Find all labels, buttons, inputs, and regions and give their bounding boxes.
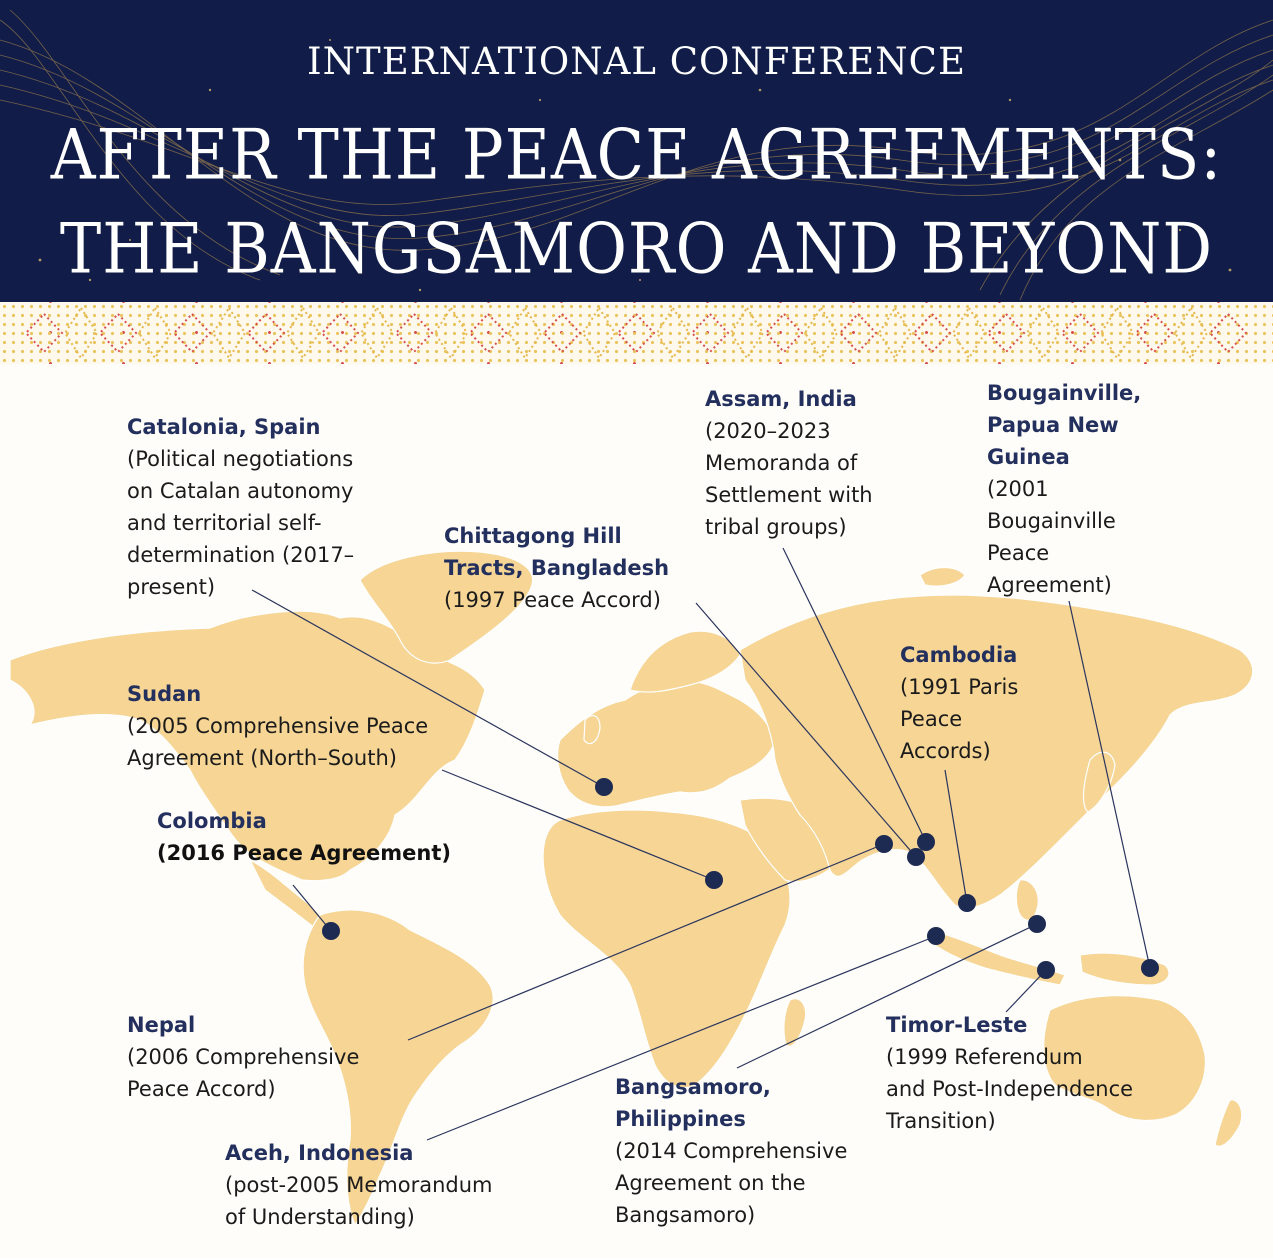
place-name: Sudan xyxy=(127,682,202,706)
label-colombia xyxy=(157,805,477,869)
marker-chittagong xyxy=(907,848,925,866)
place-name: Nepal xyxy=(127,1013,196,1037)
connector-sudan xyxy=(442,770,714,880)
place-name: Aceh, Indonesia xyxy=(225,1141,414,1165)
conference-kicker: INTERNATIONAL CONFERENCE xyxy=(307,40,966,83)
label-chittagong xyxy=(444,520,714,616)
label-timor xyxy=(886,1009,1196,1137)
marker-bangsamoro xyxy=(1028,915,1046,933)
marker-aceh xyxy=(927,927,945,945)
connector-cambodia xyxy=(945,770,967,903)
marker-sudan xyxy=(705,871,723,889)
label-catalonia xyxy=(127,411,427,603)
label-aceh xyxy=(225,1137,565,1233)
place-name: Chittagong Hill Tracts, Bangladesh xyxy=(444,524,670,580)
connector-chittagong xyxy=(696,603,916,857)
marker-catalonia xyxy=(595,778,613,796)
marker-colombia xyxy=(322,922,340,940)
place-description: (2014 Comprehensive Agreement on the Bangsamoro) xyxy=(615,1139,848,1227)
place-description: (2005 Comprehensive Peace Agreement (North–South) xyxy=(127,714,429,770)
marker-bougainville xyxy=(1141,959,1159,977)
connector-bougainville xyxy=(1069,601,1150,968)
place-description: (1991 Paris Peace Accords) xyxy=(900,675,1019,763)
place-description: (2001 Bougainville Peace Agreement) xyxy=(987,477,1116,597)
label-cambodia xyxy=(900,639,1070,767)
title-line-2: THE BANGSAMORO AND BEYOND xyxy=(59,207,1214,290)
place-description: (2006 Comprehensive Peace Accord) xyxy=(127,1045,360,1101)
place-name: Bangsamoro, Philippines xyxy=(615,1075,771,1131)
label-assam xyxy=(705,383,915,543)
place-name: Timor-Leste xyxy=(886,1013,1028,1037)
place-description: (2016 Peace Agreement) xyxy=(157,841,451,865)
place-description: (1997 Peace Accord) xyxy=(444,588,661,612)
label-nepal xyxy=(127,1009,417,1105)
place-name: Bougainville, Papua New Guinea xyxy=(987,381,1142,469)
marker-cambodia xyxy=(958,894,976,912)
place-name: Colombia xyxy=(157,809,267,833)
place-description: (post-2005 Memorandum of Understanding) xyxy=(225,1173,493,1229)
label-sudan xyxy=(127,678,497,774)
place-name: Assam, India xyxy=(705,387,857,411)
place-description: (Political negotiations on Catalan autonomy and territorial self- determination (2017– present) xyxy=(127,447,355,599)
place-name: Cambodia xyxy=(900,643,1018,667)
place-name: Catalonia, Spain xyxy=(127,415,321,439)
label-bangsamoro xyxy=(615,1071,895,1231)
place-description: (1999 Referendum and Post-Independence Transition) xyxy=(886,1045,1134,1133)
marker-nepal xyxy=(875,835,893,853)
place-description: (2020–2023 Memoranda of Settlement with tribal groups) xyxy=(705,419,873,539)
title-line-1: AFTER THE PEACE AGREEMENTS: xyxy=(50,113,1223,196)
label-bougainville xyxy=(987,377,1187,601)
connector-nepal xyxy=(408,844,884,1040)
marker-timor xyxy=(1037,961,1055,979)
marker-assam xyxy=(917,833,935,851)
